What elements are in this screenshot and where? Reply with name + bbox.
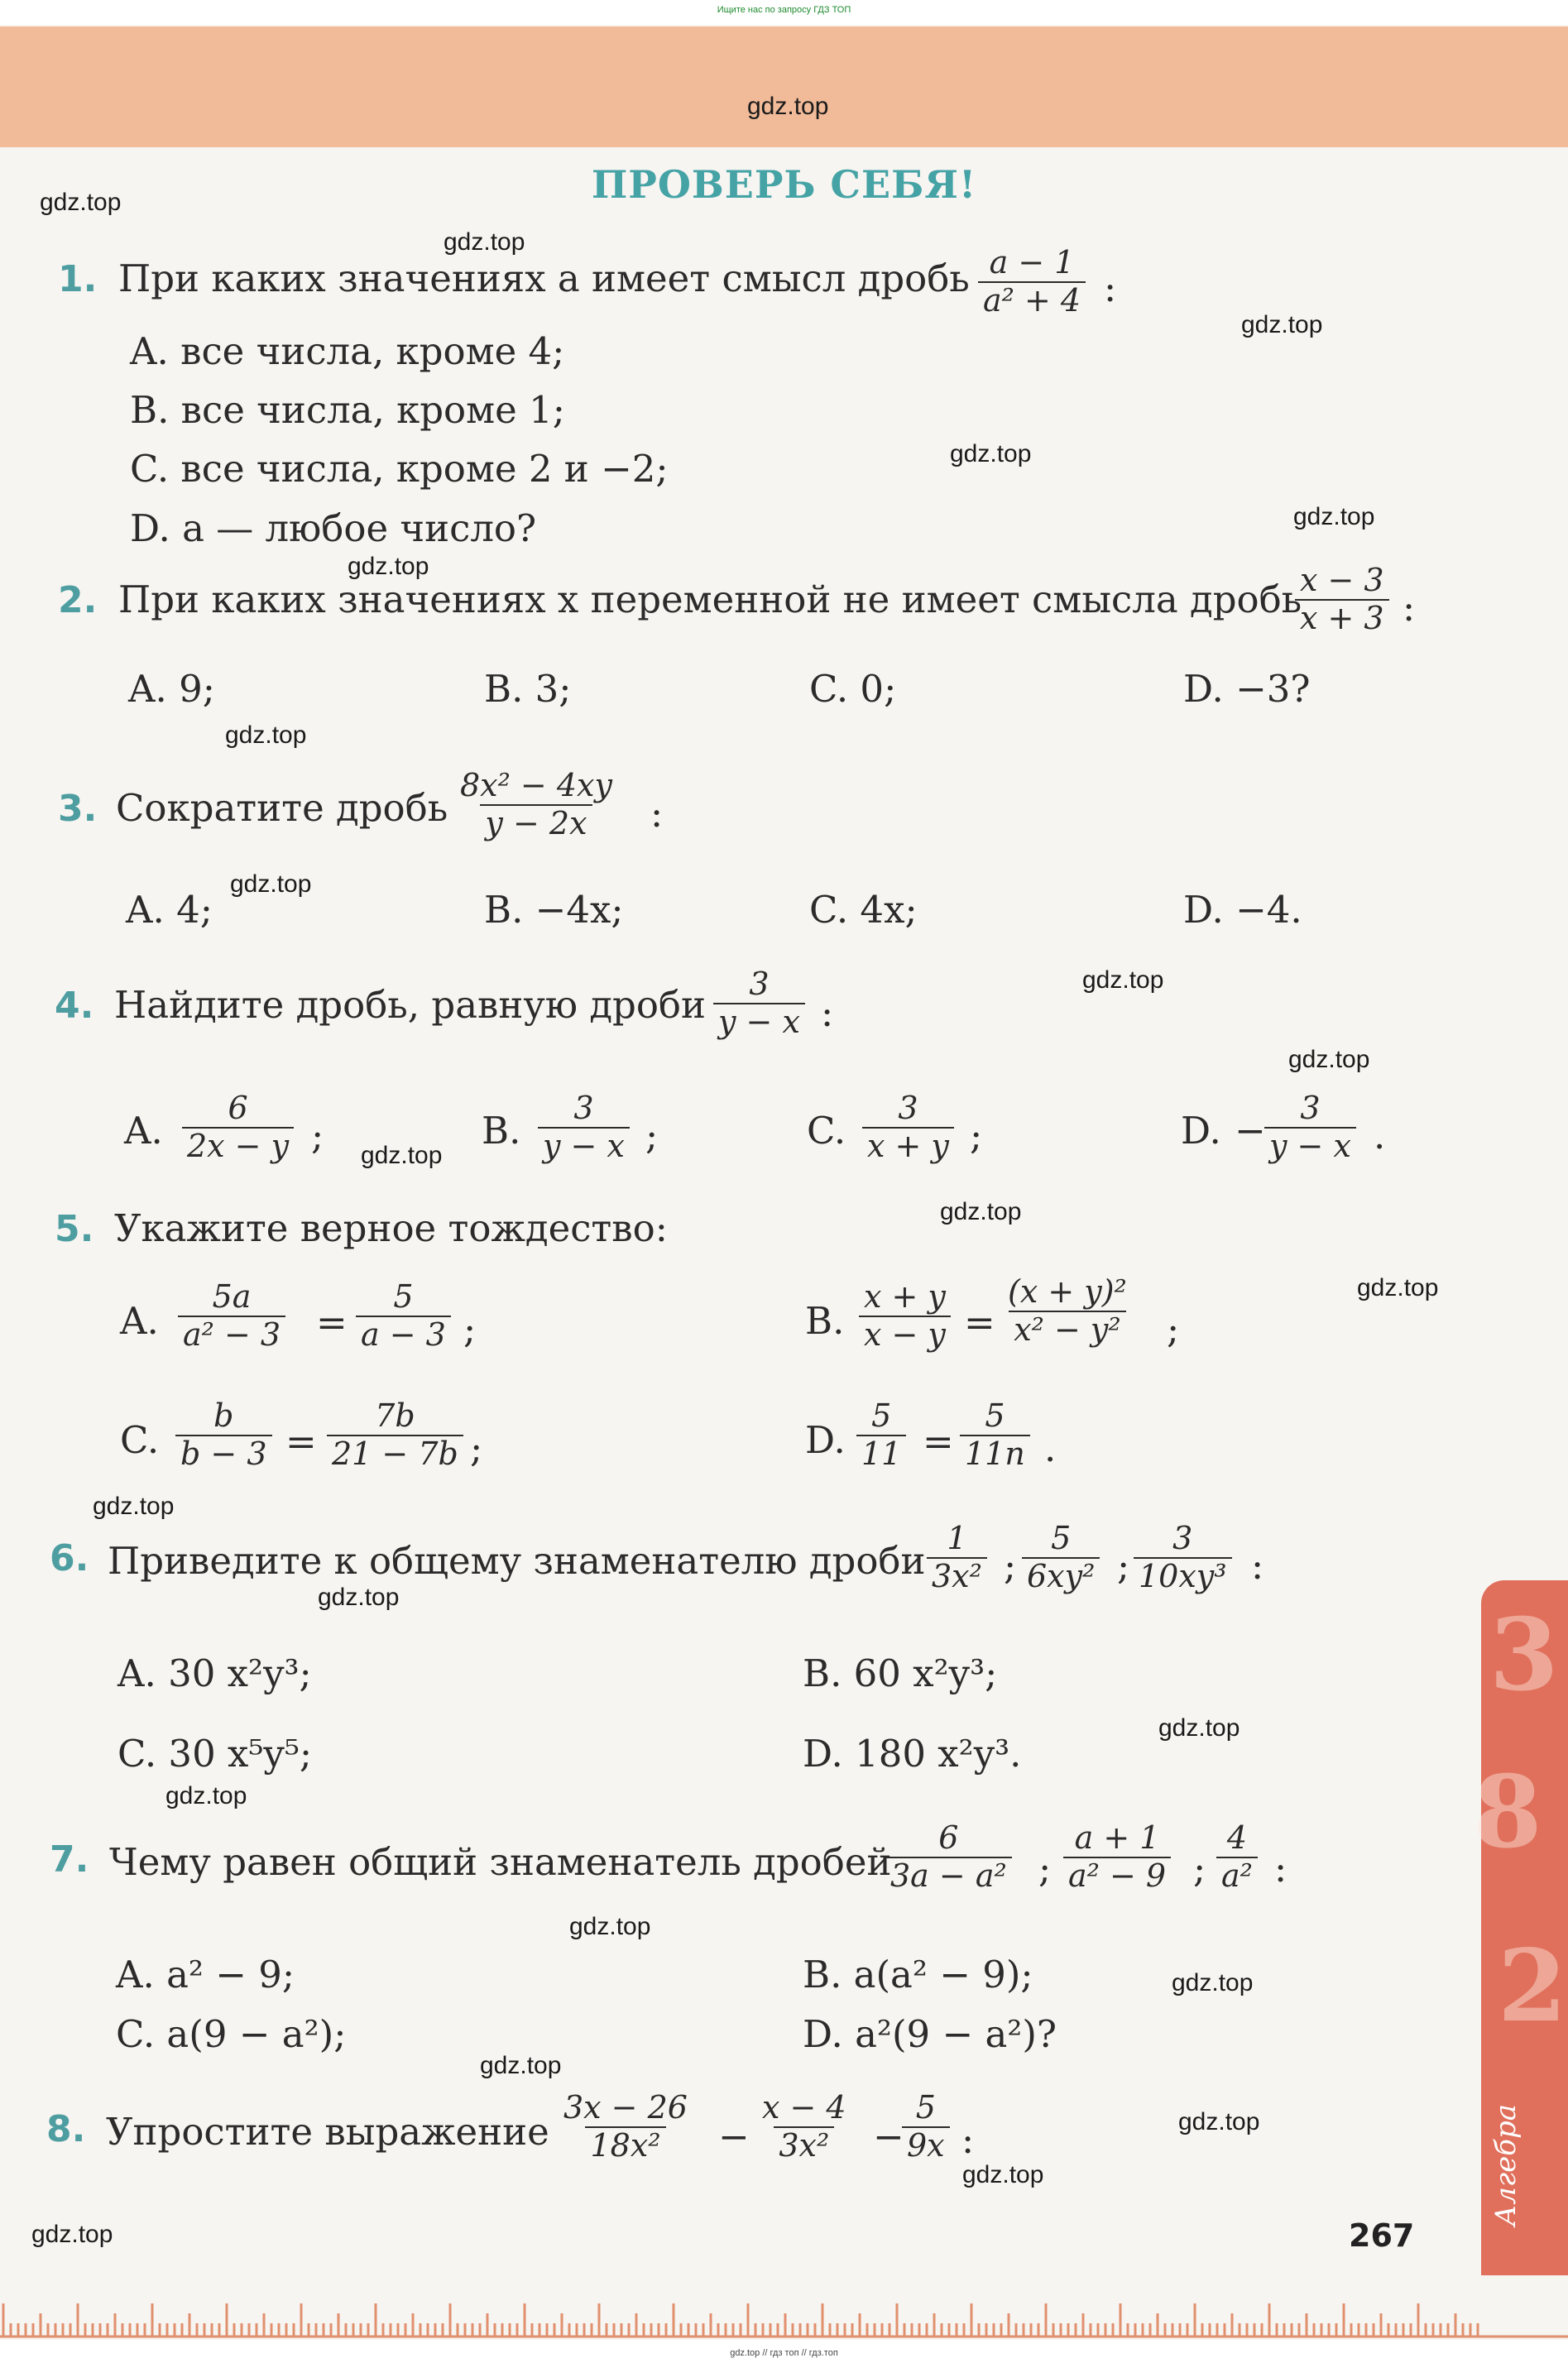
answer-option-c[interactable]: C. a(9 − a²); — [116, 2012, 347, 2056]
denominator: a² − 3 — [178, 1316, 285, 1354]
denominator: 3x² — [927, 1557, 987, 1595]
answer-option-d[interactable]: D. −3? — [1183, 667, 1311, 711]
option-label[interactable]: A. — [124, 1109, 163, 1153]
answer-option-c[interactable]: C. 30 x⁵y⁵; — [117, 1732, 313, 1776]
minus-sign: − — [718, 2115, 750, 2159]
denominator: 18x² — [585, 2126, 665, 2164]
denominator: 9x — [902, 2126, 950, 2164]
colon: : — [1251, 1544, 1264, 1588]
identity-right-fraction[interactable] — [327, 1398, 463, 1472]
question-text: При каких значениях a имеет смысл дробь — [118, 256, 970, 300]
answer-option-b[interactable]: B. все числа, кроме 1; — [130, 388, 565, 432]
numerator: 6 — [228, 1090, 248, 1126]
denominator: x² − y² — [1009, 1311, 1125, 1349]
numerator: 3 — [1300, 1090, 1321, 1126]
numerator: a − 1 — [989, 244, 1075, 280]
bottom-link[interactable]: gdz.top // гдз топ // гдз.топ — [730, 2348, 838, 2358]
semicolon: ; — [463, 1307, 477, 1351]
numerator: x − 3 — [1300, 562, 1384, 598]
denominator: 11 — [856, 1435, 906, 1473]
numerator: 3 — [1172, 1520, 1193, 1556]
question-number: 1. — [58, 258, 98, 300]
colon: : — [1274, 1847, 1287, 1891]
watermark: gdz.top — [569, 1913, 651, 1940]
option-fraction[interactable] — [862, 1090, 954, 1164]
question-text: Укажите верное тождество: — [114, 1206, 668, 1250]
question-fraction — [757, 2090, 851, 2164]
semicolon: ; — [1038, 1847, 1052, 1891]
answer-option-b[interactable]: B. 3; — [484, 667, 572, 711]
header-band — [0, 26, 1568, 147]
numerator: 3 — [573, 1090, 594, 1126]
watermark: gdz.top — [1357, 1274, 1439, 1301]
denominator: y − x — [713, 1003, 805, 1041]
page-title: ПРОВЕРЬ СЕБЯ! — [591, 162, 977, 207]
semicolon: ; — [470, 1426, 483, 1470]
question-text: Упростите выражение — [106, 2110, 549, 2154]
period: . — [1044, 1426, 1057, 1470]
answer-option-d[interactable]: D. 180 x²y³. — [803, 1732, 1022, 1776]
denominator: x + y — [862, 1127, 954, 1165]
option-label[interactable]: B. — [482, 1109, 521, 1153]
watermark: gdz.top — [93, 1493, 175, 1520]
identity-right-fraction[interactable] — [1003, 1274, 1132, 1348]
option-label[interactable]: B. — [805, 1299, 845, 1343]
side-tab — [1473, 1580, 1568, 2275]
question-fraction — [455, 768, 617, 841]
equals-sign: = — [923, 1420, 954, 1464]
side-tab-decoration: 8 — [1473, 1754, 1542, 1871]
watermark: gdz.top — [1158, 1714, 1240, 1742]
question-number: 3. — [58, 788, 98, 830]
ruler-decoration — [0, 2277, 1568, 2338]
identity-left-fraction[interactable] — [175, 1398, 272, 1472]
denominator: 11n — [960, 1435, 1030, 1473]
page-number: 267 — [1349, 2217, 1415, 2254]
denominator: 6xy² — [1022, 1557, 1100, 1595]
answer-option-c[interactable]: C. 4x; — [809, 888, 918, 932]
denominator: a² — [1216, 1857, 1258, 1895]
minus-sign: − — [1235, 1109, 1266, 1153]
colon: : — [1104, 266, 1117, 310]
denominator: a² − 9 — [1063, 1857, 1171, 1895]
watermark: gdz.top — [40, 189, 122, 216]
answer-option-c[interactable]: C. все числа, кроме 2 и −2; — [130, 447, 669, 491]
denominator: y − x — [538, 1127, 630, 1165]
denominator: a − 3 — [356, 1316, 451, 1354]
denominator: 2x − y — [182, 1127, 294, 1165]
top-search-link[interactable]: Ищите нас по запросу ГДЗ ТОП — [717, 5, 851, 15]
question-fraction — [1295, 563, 1389, 636]
watermark: gdz.top — [950, 440, 1032, 467]
numerator: x − 4 — [762, 2089, 846, 2126]
watermark: gdz.top — [1082, 966, 1164, 994]
semicolon: ; — [645, 1114, 659, 1158]
question-number: 5. — [55, 1208, 94, 1250]
question-number: 4. — [55, 985, 94, 1027]
colon: : — [821, 991, 834, 1035]
denominator: 21 − 7b — [327, 1435, 463, 1473]
question-fraction — [713, 966, 805, 1040]
numerator: 5 — [871, 1397, 892, 1434]
semicolon: ; — [1193, 1847, 1206, 1891]
answer-option-d[interactable]: D. a²(9 − a²)? — [803, 2012, 1057, 2056]
denominator: 3x² — [774, 2126, 834, 2164]
numerator: 1 — [947, 1520, 967, 1556]
numerator: 7b — [375, 1397, 415, 1434]
denominator: x + 3 — [1295, 599, 1389, 637]
numerator: 5 — [393, 1278, 414, 1315]
option-label[interactable]: C. — [807, 1109, 846, 1153]
numerator: 6 — [938, 1819, 959, 1856]
equals-sign: = — [964, 1301, 995, 1344]
denominator: 3a − a² — [885, 1857, 1012, 1895]
answer-option-a[interactable]: A. 4; — [126, 888, 213, 932]
numerator: a + 1 — [1074, 1819, 1160, 1856]
semicolon: ; — [1167, 1307, 1180, 1351]
watermark: gdz.top — [361, 1142, 443, 1169]
answer-option-a[interactable]: A. 30 x²y³; — [117, 1651, 312, 1695]
answer-option-b[interactable]: B. a(a² − 9); — [803, 1953, 1033, 1996]
side-tab-label: Алгебра — [1489, 2103, 1522, 2226]
numerator: 5 — [1051, 1520, 1072, 1556]
answer-option-a[interactable]: A. a² − 9; — [116, 1953, 295, 1996]
question-text: При каких значениях x переменной не имеет смысла дробь — [118, 578, 1302, 621]
numerator: 5 — [985, 1397, 1005, 1434]
question-fraction — [1063, 1820, 1171, 1894]
option-fraction[interactable] — [182, 1090, 294, 1164]
question-text: Сократите дробь — [116, 786, 448, 830]
denominator: 10xy³ — [1134, 1557, 1232, 1595]
watermark: gdz.top — [480, 2052, 562, 2079]
answer-option-a[interactable]: A. все числа, кроме 4; — [130, 329, 565, 373]
watermark: gdz.top — [1172, 1969, 1254, 1996]
answer-option-a[interactable]: A. 9; — [128, 667, 215, 711]
numerator: (x + y)² — [1008, 1273, 1127, 1310]
option-label[interactable]: A. — [120, 1299, 159, 1343]
numerator: 5 — [915, 2089, 936, 2126]
watermark: gdz.top — [1178, 2108, 1260, 2135]
question-fraction — [1022, 1521, 1100, 1594]
watermark: gdz.top — [1241, 311, 1323, 338]
denominator: y − x — [1264, 1127, 1356, 1165]
numerator: 8x² − 4xy — [460, 767, 612, 803]
question-text: Приведите к общему знаменателю дроби — [108, 1539, 926, 1583]
watermark: gdz.top — [940, 1198, 1022, 1225]
colon: : — [961, 2118, 975, 2162]
period: . — [1374, 1114, 1386, 1158]
numerator: 3 — [898, 1090, 918, 1126]
semicolon: ; — [311, 1114, 324, 1158]
question-fraction — [1134, 1521, 1232, 1594]
question-number: 8. — [46, 2108, 86, 2150]
semicolon: ; — [1004, 1544, 1017, 1588]
answer-option-c[interactable]: C. 0; — [809, 667, 897, 711]
minus-sign: − — [873, 2115, 904, 2159]
watermark: gdz.top — [31, 2221, 113, 2248]
identity-right-fraction[interactable] — [356, 1279, 451, 1353]
semicolon: ; — [1117, 1544, 1130, 1588]
side-tab-decoration: 3 — [1489, 1597, 1559, 1714]
identity-left-fraction[interactable] — [856, 1398, 906, 1472]
watermark: gdz.top — [165, 1782, 247, 1809]
question-fraction — [559, 2090, 693, 2164]
numerator: 4 — [1226, 1819, 1248, 1856]
answer-option-d[interactable]: D. a — любое число? — [130, 506, 537, 550]
denominator: y − 2x — [480, 804, 592, 842]
denominator: x − y — [859, 1316, 951, 1354]
question-text: Найдите дробь, равную дроби — [114, 983, 707, 1027]
denominator: b − 3 — [175, 1435, 272, 1473]
identity-right-fraction[interactable] — [960, 1398, 1030, 1472]
colon: : — [1403, 586, 1416, 630]
numerator: 3 — [749, 966, 770, 1002]
question-fraction — [927, 1521, 987, 1594]
identity-left-fraction[interactable] — [859, 1279, 951, 1353]
answer-option-b[interactable]: B. 60 x²y³; — [803, 1651, 998, 1695]
side-tab-decoration: 2 — [1498, 1928, 1567, 2044]
watermark: gdz.top — [348, 553, 429, 580]
question-number: 2. — [58, 579, 98, 621]
colon: : — [650, 792, 664, 836]
numerator: 5a — [212, 1278, 252, 1315]
option-label[interactable]: C. — [120, 1418, 160, 1462]
question-fraction — [978, 245, 1086, 319]
question-fraction — [902, 2090, 950, 2164]
watermark: gdz.top — [225, 721, 307, 749]
watermark: gdz.top — [230, 870, 312, 898]
watermark: gdz.top — [1288, 1046, 1370, 1073]
question-text: Чему равен общий знаменатель дробей — [109, 1840, 892, 1884]
watermark: gdz.top — [1293, 503, 1375, 530]
question-fraction — [1216, 1820, 1258, 1894]
watermark: gdz.top — [747, 93, 829, 120]
question-fraction — [885, 1820, 1012, 1894]
option-label[interactable]: D. — [1181, 1109, 1221, 1153]
equals-sign: = — [285, 1420, 317, 1464]
numerator: b — [213, 1397, 234, 1434]
identity-left-fraction[interactable] — [178, 1279, 285, 1353]
denominator: a² + 4 — [978, 281, 1086, 319]
watermark: gdz.top — [444, 228, 525, 256]
watermark: gdz.top — [962, 2161, 1044, 2188]
numerator: x + y — [864, 1278, 946, 1315]
question-number: 7. — [50, 1838, 89, 1881]
semicolon: ; — [970, 1114, 983, 1158]
watermark: gdz.top — [318, 1584, 400, 1611]
option-fraction[interactable] — [538, 1090, 630, 1164]
question-number: 6. — [50, 1537, 89, 1579]
option-fraction[interactable] — [1264, 1090, 1356, 1164]
numerator: 3x − 26 — [563, 2089, 688, 2126]
answer-option-b[interactable]: B. −4x; — [484, 888, 624, 932]
equals-sign: = — [316, 1301, 348, 1344]
option-label[interactable]: D. — [805, 1418, 846, 1462]
answer-option-d[interactable]: D. −4. — [1183, 888, 1302, 932]
